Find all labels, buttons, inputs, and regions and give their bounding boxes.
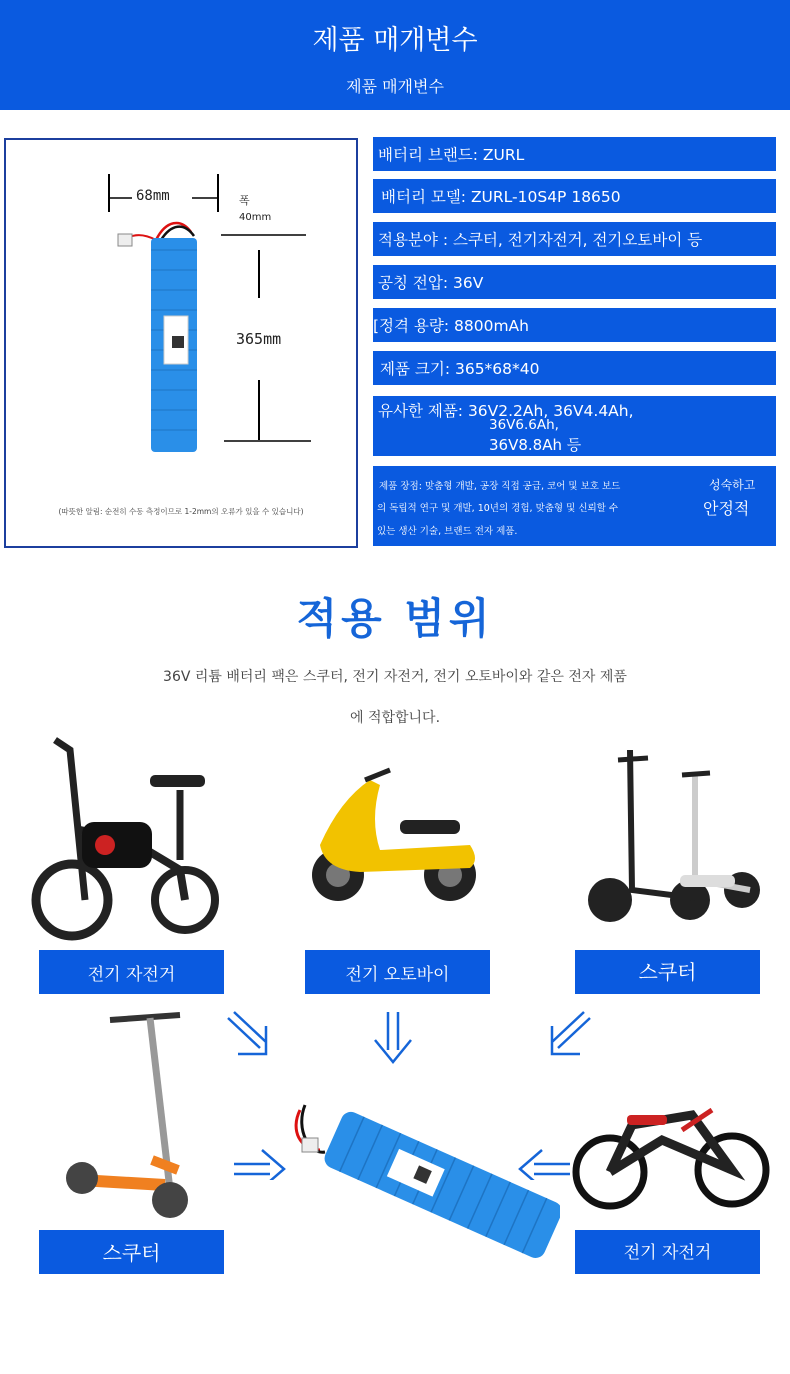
sport-bike-image	[572, 1100, 772, 1215]
arrow-right-icon	[234, 1150, 284, 1180]
width-dimension-label: 68mm	[136, 188, 170, 204]
page-subtitle: 제품 매개변수	[346, 77, 444, 96]
advantages-side-2: 안정적	[703, 499, 750, 518]
spec-brand: 배터리 브랜드: ZURL	[373, 137, 776, 171]
spec-application: 적용분야 : 스쿠터, 전기자전거, 전기오토바이 등	[373, 222, 776, 256]
length-dimension-label: 365mm	[236, 330, 282, 348]
application-desc-line-2: 에 적합합니다.	[349, 710, 441, 726]
similar-line-2: 36V6.6Ah,	[489, 417, 559, 433]
spec-model: 배터리 모델: ZURL-10S4P 18650	[373, 179, 776, 213]
advantages-side-1: 성숙하고	[709, 478, 756, 492]
ebike-image	[30, 720, 230, 945]
similar-line-3: 36V8.8Ah 등	[489, 436, 582, 454]
label-motorcycle: 전기 오토바이	[305, 950, 490, 994]
motorcycle-image	[300, 760, 490, 905]
spec-size: 제품 크기: 365*68*40	[373, 351, 776, 385]
spec-advantages	[373, 466, 776, 546]
measurement-note: (따뜻한 알림: 순전히 수동 측정이므로 1-2mm의 오류가 있을 수 있습니다)	[58, 507, 304, 516]
spec-capacity: [정격 용량: 8800mAh	[373, 308, 776, 342]
dimension-diagram	[4, 138, 358, 548]
depth-dimension-label: 폭	[239, 194, 250, 207]
arrow-down-right-icon	[228, 1012, 266, 1054]
application-title: 적용 범위	[296, 594, 494, 643]
similar-label: 유사한 제품: 36V2.2Ah, 36V4.4Ah,	[378, 402, 634, 420]
kids-scooter-image	[60, 1010, 200, 1225]
application-desc-line-1: 36V 리튬 배터리 팩은 스쿠터, 전기 자전거, 전기 오토바이와 같은 전자 제품	[163, 669, 627, 685]
advantages-line-2: 의 독립적 연구 및 개발, 10년의 경험, 맞춤형 및 신뢰할 수	[377, 503, 619, 514]
spec-voltage: 공칭 전압: 36V	[373, 265, 776, 299]
battery-dimension-figure	[6, 140, 356, 546]
arrow-down-icon	[375, 1012, 411, 1062]
label-scooter: 스쿠터	[575, 950, 760, 994]
spec-similar-products	[373, 396, 776, 456]
depth-dimension-value: 40mm	[239, 212, 272, 223]
label-kids-scooter: 스쿠터	[39, 1230, 224, 1274]
electric-scooter-image	[570, 740, 770, 930]
advantages-line-3: 있는 생산 기술, 브랜드 전자 제품.	[377, 526, 518, 537]
label-ebike: 전기 자전거	[39, 950, 224, 994]
arrow-down-left-icon	[552, 1012, 590, 1054]
battery-pack-image	[280, 1090, 560, 1290]
page-title: 제품 매개변수	[312, 25, 478, 56]
label-sport-bike: 전기 자전거	[575, 1230, 760, 1274]
advantages-line-1: 제품 장점: 맞춤형 개발, 공장 직접 공급, 코어 및 보호 보드	[379, 481, 621, 492]
